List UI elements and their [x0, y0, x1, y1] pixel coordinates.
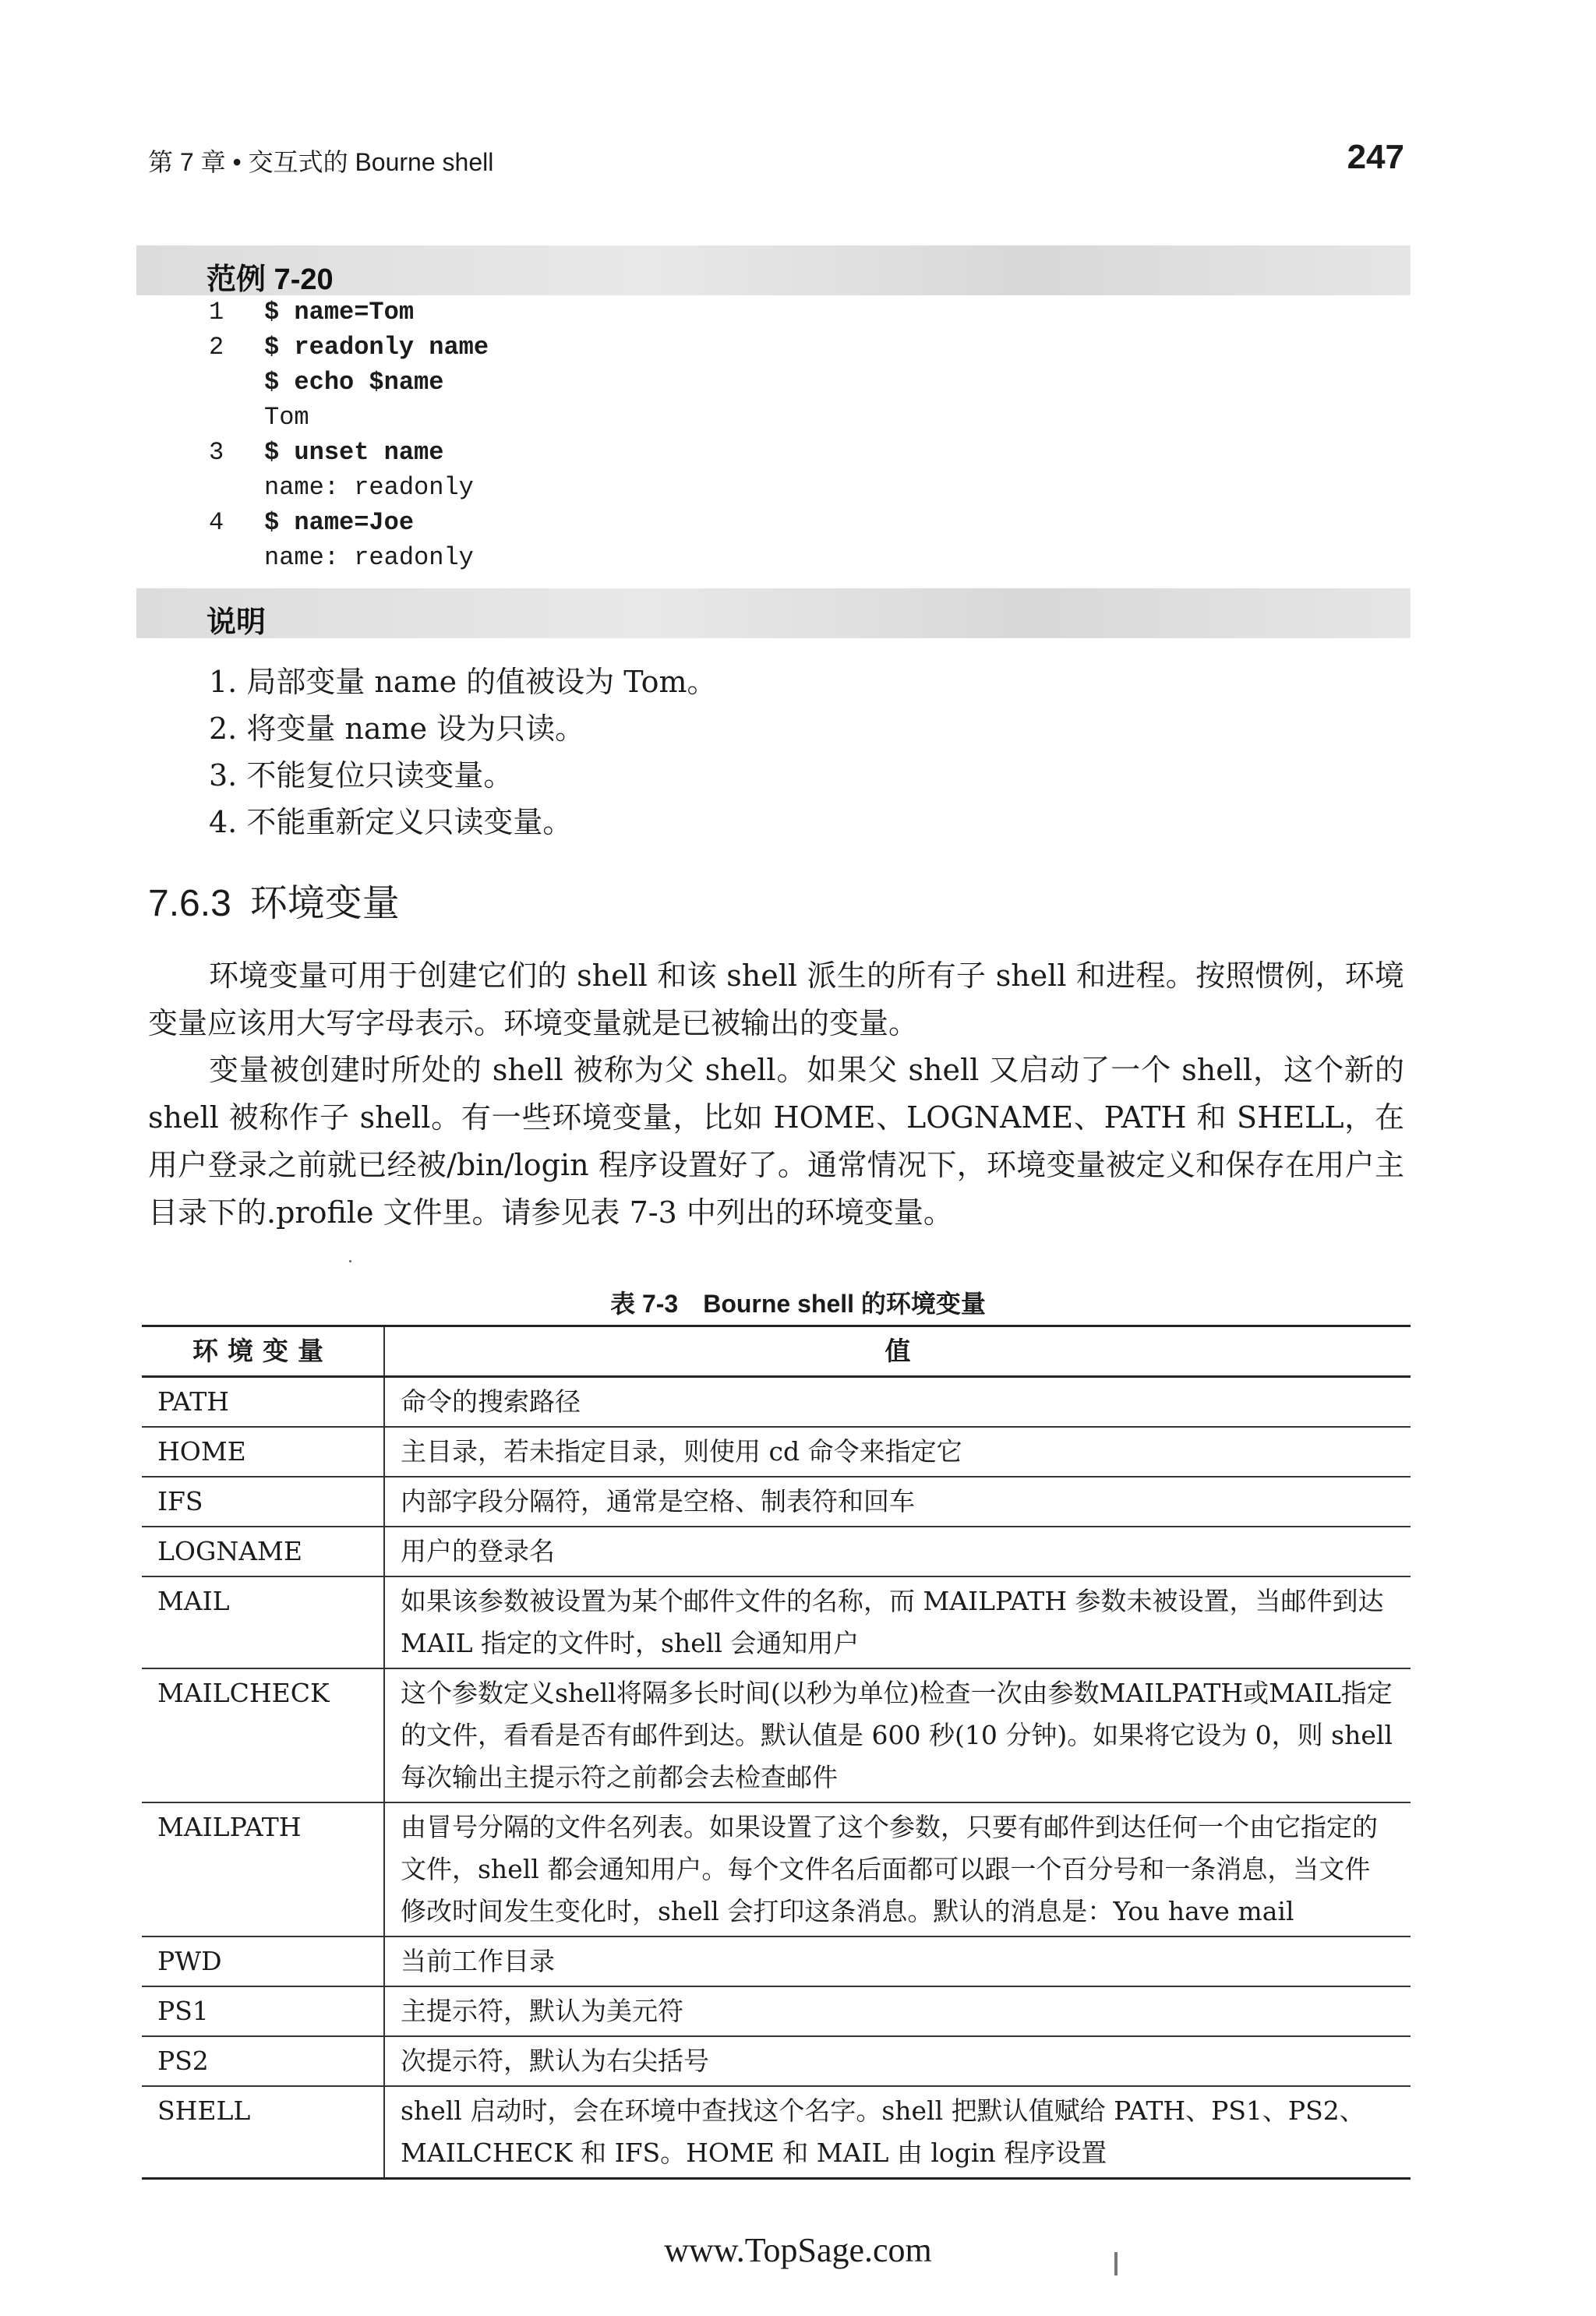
code-line-text: $ name=Tom	[264, 298, 415, 327]
variable-name-cell: PS1	[142, 1986, 384, 2036]
note-item: 2. 将变量 name 设为只读。	[209, 711, 585, 746]
code-line-text: Tom	[264, 403, 309, 432]
variable-value-cell: 主提示符，默认为美元符	[401, 1996, 683, 2026]
section-number: 7.6.3	[148, 883, 231, 924]
variable-value-cell: 如果该参数被设置为某个邮件文件的名称，而 MAILPATH 参数未被设置，当邮件到达 MAIL 指定的文件时，shell 会通知用户	[401, 1586, 1384, 1658]
code-line-number: 3	[209, 438, 224, 467]
footer-site: www.TopSage.com	[664, 2231, 932, 2269]
example-banner	[136, 245, 1411, 295]
code-line-text: name: readonly	[264, 473, 474, 502]
code-line-number: 1	[209, 298, 224, 327]
variable-value-cell: 这个参数定义shell将隔多长时间(以秒为单位)检查一次由参数MAILPATH或MAIL指定的文件，看看是否有邮件到达。默认值是 600 秒(10 分钟)。如果将它设为 0，则 shell 每次输出主提示符之前都会去检查邮件	[401, 1678, 1393, 1792]
note-label: 说明	[207, 606, 267, 639]
note-list	[209, 658, 717, 846]
table-row	[142, 1986, 1411, 2036]
variable-name-cell: IFS	[142, 1477, 384, 1527]
page-number: 247	[1347, 138, 1404, 176]
code-line-text: $ echo $name	[264, 368, 444, 397]
table-row	[142, 1527, 1411, 1576]
table-header-row	[142, 1326, 1411, 1377]
table-caption: 表 7-3 Bourne shell 的环境变量	[610, 1290, 986, 1318]
code-line-text: $ name=Joe	[264, 508, 415, 537]
code-line-number: 2	[209, 333, 224, 362]
code-line-text: $ unset name	[264, 438, 444, 467]
paragraph: 环境变量可用于创建它们的 shell 和该 shell 派生的所有子 shell 和进程。按照惯例，环境变量应该用大写字母表示。环境变量就是已被输出的变量。	[148, 959, 1404, 1040]
table-row	[142, 1936, 1411, 1986]
note-banner	[136, 588, 1411, 638]
margin-mark	[1114, 2252, 1118, 2275]
table-body	[142, 1377, 1411, 2179]
chapter-title: 第 7 章 • 交互式的 Bourne shell	[148, 148, 494, 176]
page-header	[148, 138, 1404, 189]
section-title: 环境变量	[249, 883, 400, 924]
paragraph: 变量被创建时所处的 shell 被称为父 shell。如果父 shell 又启动了一个 shell，这个新的 shell 被称作子 shell。有一些环境变量，比如 HOME、LOGNAME、PATH 和 SHELL，在用户登录之前就已经被/bin/login 程序设置好了。通常情况下，环境变量被定义和保存在用户主目录下的.profile 文件里。请参见表 7-3 中列出的环境变量。	[148, 1053, 1404, 1230]
speck	[349, 1260, 351, 1262]
note-item: 4. 不能重新定义只读变量。	[209, 805, 573, 839]
table-row	[142, 1802, 1411, 1936]
variable-name-cell: PATH	[142, 1377, 384, 1428]
table-row	[142, 2036, 1411, 2086]
variable-name-cell: LOGNAME	[142, 1527, 384, 1576]
note-item: 3. 不能复位只读变量。	[209, 758, 514, 793]
code-line-text: $ readonly name	[264, 333, 489, 362]
variable-name-cell: PS2	[142, 2036, 384, 2086]
variable-name-cell: SHELL	[142, 2086, 384, 2179]
table-row	[142, 1427, 1411, 1477]
variable-value-cell: 次提示符，默认为右尖括号	[401, 2046, 709, 2076]
variable-name-cell: PWD	[142, 1936, 384, 1986]
variable-value-cell: 命令的搜索路径	[401, 1386, 581, 1417]
variable-value-cell: 用户的登录名	[401, 1536, 555, 1566]
env-variable-table	[142, 1325, 1411, 2180]
section-heading	[148, 873, 400, 927]
variable-value-cell: 由冒号分隔的文件名列表。如果设置了这个参数，只要有邮件到达任何一个由它指定的文件，shell 都会通知用户。每个文件名后面都可以跟一个百分号和一条消息，当文件修改时间发生变化时，shell 会打印这条消息。默认的消息是：You have mail	[401, 1812, 1378, 1926]
example-label: 范例 7-20	[207, 263, 334, 296]
code-line-number: 4	[209, 508, 224, 537]
variable-name-cell: MAIL	[142, 1576, 384, 1668]
table-row	[142, 1668, 1411, 1802]
variable-name-cell: MAILPATH	[142, 1802, 384, 1936]
variable-name-cell: HOME	[142, 1427, 384, 1477]
header-cell-value: 值	[885, 1336, 911, 1366]
table-row	[142, 1477, 1411, 1527]
variable-value-cell: 当前工作目录	[401, 1946, 555, 1976]
variable-value-cell: shell 启动时，会在环境中查找这个名字。shell 把默认值赋给 PATH、PS1、PS2、MAILCHECK 和 IFS。HOME 和 MAIL 由 login 程序设置	[401, 2095, 1365, 2168]
variable-value-cell: 主目录，若未指定目录，则使用 cd 命令来指定它	[401, 1436, 962, 1467]
table-row	[142, 2086, 1411, 2179]
variable-name-cell: MAILCHECK	[142, 1668, 384, 1802]
table-row	[142, 1576, 1411, 1668]
variable-value-cell: 内部字段分隔符，通常是空格、制表符和回车	[401, 1486, 915, 1516]
header-cell-name: 环境变量	[142, 1326, 384, 1377]
note-item: 1. 局部变量 name 的值被设为 Tom。	[209, 665, 717, 699]
code-line-text: name: readonly	[264, 543, 474, 572]
table-row	[142, 1377, 1411, 1428]
